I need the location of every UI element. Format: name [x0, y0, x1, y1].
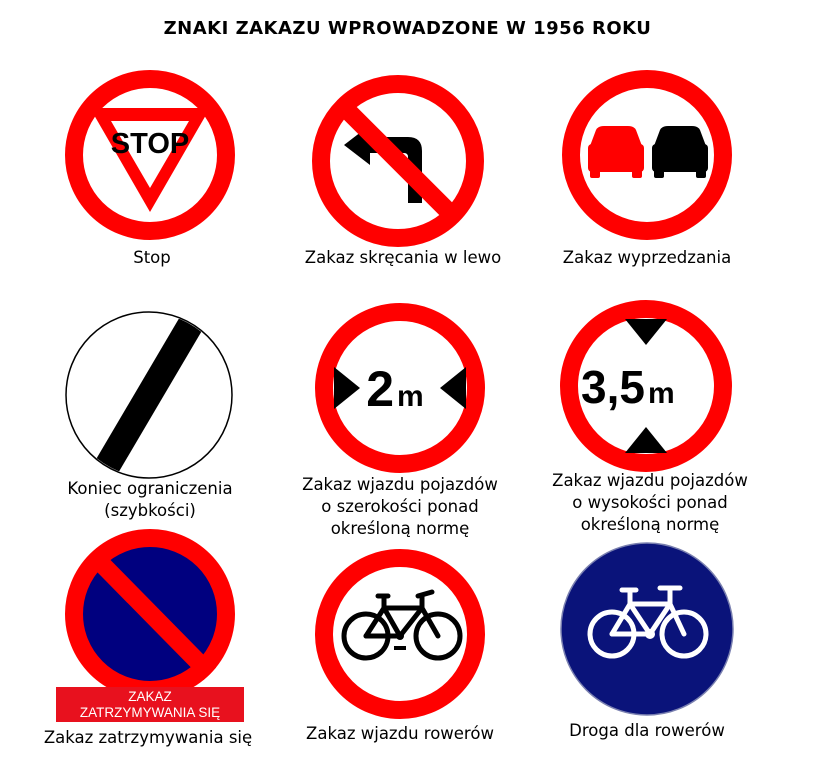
caption-bicycle-path: Droga dla rowerów — [569, 721, 725, 740]
width-limit-value: 2 — [366, 361, 394, 417]
caption-width-limit: Zakaz wjazdu pojazdów o szerokości ponad określoną normę — [302, 475, 498, 538]
no-bicycles-sign — [314, 548, 486, 720]
no-overtaking-sign — [560, 68, 734, 242]
stop-sign-text: STOP — [110, 128, 190, 160]
bicycle-path-sign — [560, 542, 734, 716]
black-car-icon — [652, 126, 708, 178]
caption-height-limit: Zakaz wjazdu pojazdów o wysokości ponad określoną normę — [552, 471, 748, 534]
width-limit-unit: m — [397, 380, 424, 413]
caption-no-bicycles: Zakaz wjazdu rowerów — [306, 724, 494, 743]
end-of-restriction-sign — [64, 310, 234, 480]
caption-no-left-turn: Zakaz skręcania w lewo — [304, 248, 502, 267]
plate-text-line1: ZAKAZ — [128, 689, 172, 704]
caption-no-overtaking: Zakaz wyprzedzania — [562, 248, 732, 267]
caption-stop: Stop — [133, 248, 171, 267]
stop-sign — [63, 68, 237, 242]
caption-no-stopping: Zakaz zatrzymywania się — [43, 728, 253, 747]
no-stopping-sign — [54, 524, 246, 724]
height-limit-sign — [559, 299, 733, 473]
plate-text-line2: ZATRZYMYWANIA SIĘ — [79, 705, 221, 720]
height-limit-value: 3,5 — [581, 361, 645, 413]
red-car-icon — [588, 126, 644, 178]
height-limit-unit: m — [648, 377, 675, 410]
caption-end-of-restriction: Koniec ograniczenia (szybkości) — [67, 479, 233, 520]
no-left-turn-sign — [310, 73, 486, 249]
width-limit-sign — [314, 302, 486, 474]
page-title: ZNAKI ZAKAZU WPROWADZONE W 1956 ROKU — [163, 18, 652, 39]
